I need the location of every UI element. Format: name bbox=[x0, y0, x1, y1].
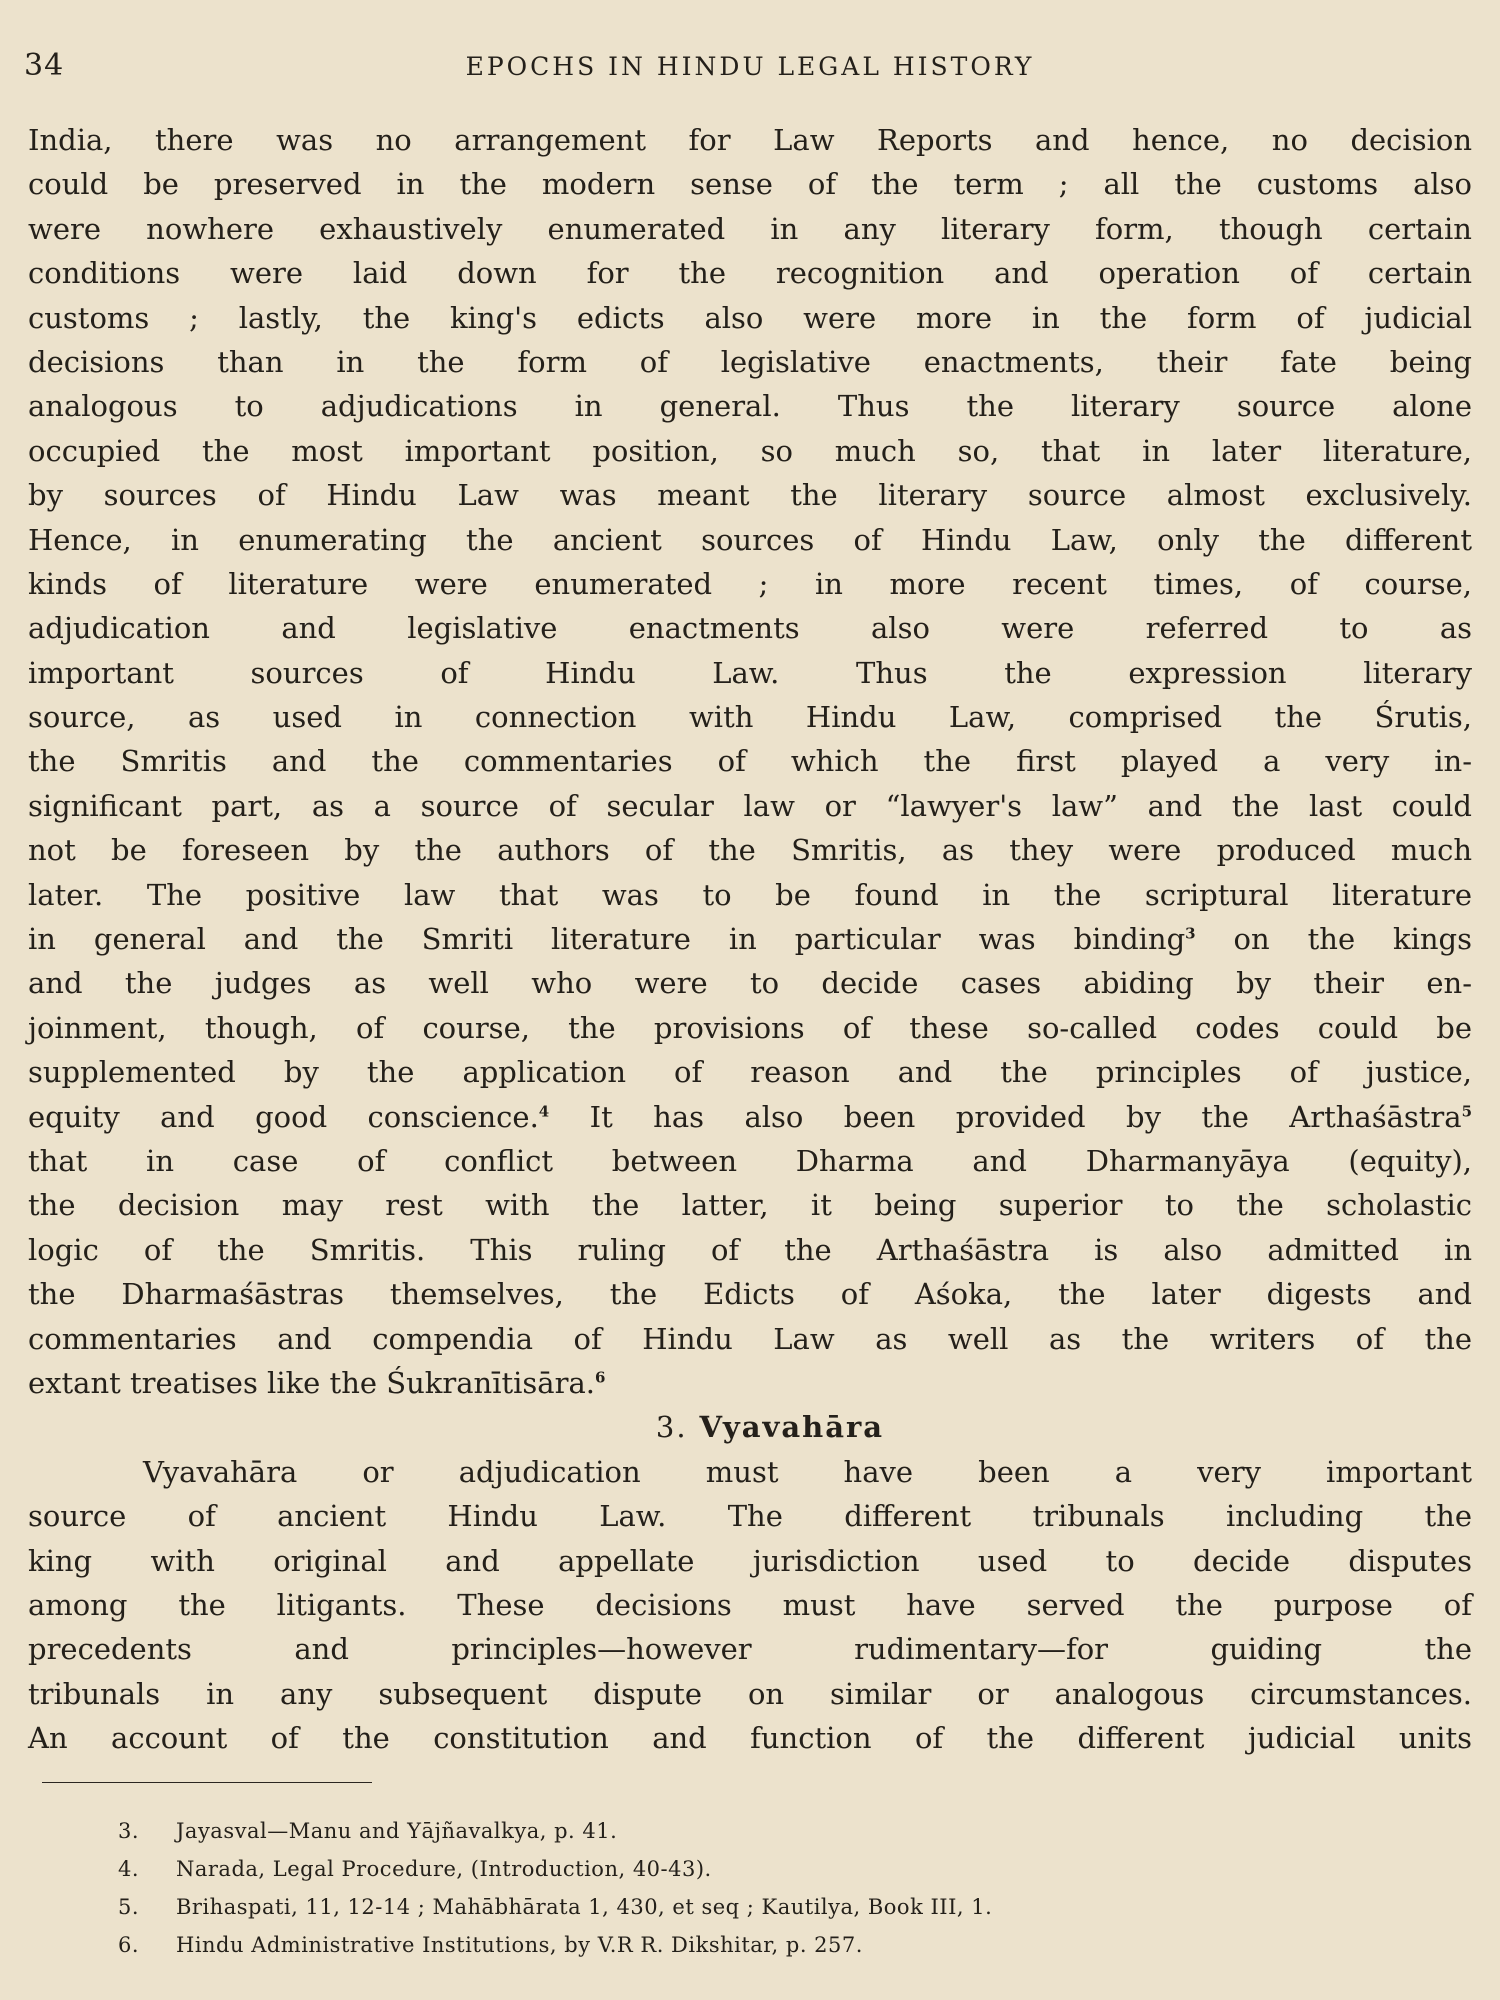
text-line: could be preserved in the modern sense of the term ; all the customs also bbox=[28, 167, 1472, 202]
text-line: king with original and appellate jurisdiction used to decide disputes bbox=[28, 1543, 1472, 1578]
footnote-text: Hindu Administrative Institutions, by V.R R. Dikshitar, p. 257. bbox=[176, 1933, 863, 1957]
text-line bbox=[28, 1095, 1472, 1139]
text-line: the decision may rest with the latter, it being superior to the scholastic bbox=[28, 1188, 1472, 1223]
text-segment: in general and the Smriti literature in particular was binding bbox=[28, 922, 1186, 957]
body-text bbox=[28, 118, 1472, 1760]
text-line: source, as used in connection with Hindu Law, comprised the Śrutis, bbox=[28, 700, 1472, 735]
text-segment: extant treatises like the Śukranītisāra. bbox=[28, 1365, 595, 1400]
text-line: customs ; lastly, the king's edicts also were more in the form of judicial bbox=[28, 300, 1472, 335]
text-line: decisions than in the form of legislative enactments, their fate being bbox=[28, 344, 1472, 379]
text-line: Vyavahāra or adjudication must have been a very important bbox=[143, 1454, 1472, 1489]
footnote-text: Jayasval—Manu and Yājñavalkya, p. 41. bbox=[176, 1819, 618, 1843]
footnotes bbox=[118, 1812, 1418, 1964]
text-line: analogous to adjudications in general. Thus the literary source alone bbox=[28, 389, 1472, 424]
text-line: source of ancient Hindu Law. The different tribunals including the bbox=[28, 1499, 1472, 1534]
text-segment: equity and good conscience. bbox=[28, 1099, 539, 1134]
text-line: precedents and principles—however rudimentary—for guiding the bbox=[28, 1632, 1472, 1667]
footnote-number: 6. bbox=[118, 1933, 140, 1957]
footnote-ref-6: 6 bbox=[594, 1368, 606, 1387]
text-line: that in case of conflict between Dharma and Dharmanyāya (equity), bbox=[28, 1143, 1472, 1178]
footnote bbox=[118, 1926, 1418, 1964]
footnote bbox=[118, 1888, 1418, 1926]
footnote-number: 3. bbox=[118, 1819, 140, 1843]
section-heading bbox=[28, 1405, 1472, 1449]
running-title: EPOCHS IN HINDU LEGAL HISTORY bbox=[465, 52, 1035, 81]
text-line: and the judges as well who were to decide cases abiding by their en- bbox=[28, 966, 1472, 1001]
text-line: joinment, though, of course, the provisions of these so-called codes could be bbox=[28, 1010, 1472, 1045]
section-title: Vyavahāra bbox=[699, 1410, 885, 1445]
text-line: were nowhere exhaustively enumerated in any literary form, though certain bbox=[28, 211, 1472, 246]
text-line: later. The positive law that was to be found in the scriptural literature bbox=[28, 877, 1472, 912]
text-line: the Dharmaśāstras themselves, the Edicts of Aśoka, the later digests and bbox=[28, 1277, 1472, 1312]
text-segment: on the kings bbox=[1233, 922, 1473, 957]
text-line: India, there was no arrangement for Law Reports and hence, no decision bbox=[28, 123, 1472, 157]
page-number: 34 bbox=[24, 48, 65, 83]
text-line: important sources of Hindu Law. Thus the expression literary bbox=[28, 655, 1472, 690]
text-line: occupied the most important position, so much so, that in later literature, bbox=[28, 433, 1472, 468]
page-header bbox=[24, 48, 1476, 88]
text-line bbox=[28, 1361, 1472, 1405]
text-line: by sources of Hindu Law was meant the literary source almost exclusively. bbox=[28, 478, 1472, 513]
footnote-ref-3: 3 bbox=[1185, 924, 1196, 943]
text-segment: It has also been provided by the Arthaśāstra bbox=[589, 1099, 1462, 1134]
footnote-number: 5. bbox=[118, 1895, 140, 1919]
text-line: among the litigants. These decisions must have served the purpose of bbox=[28, 1587, 1472, 1622]
text-line: supplemented by the application of reason and the principles of justice, bbox=[28, 1055, 1472, 1090]
text-line: kinds of literature were enumerated ; in more recent times, of course, bbox=[28, 566, 1472, 601]
footnote-ref-5: 5 bbox=[1461, 1101, 1473, 1120]
text-line: the Smritis and the commentaries of which the first played a very in- bbox=[28, 744, 1472, 779]
text-line: not be foreseen by the authors of the Smritis, as they were produced much bbox=[28, 833, 1472, 868]
text-line: adjudication and legislative enactments also were referred to as bbox=[28, 611, 1472, 646]
footnote-text: Narada, Legal Procedure, (Introduction, 40-43). bbox=[176, 1857, 712, 1881]
text-line: logic of the Smritis. This ruling of the Arthaśāstra is also admitted in bbox=[28, 1232, 1472, 1267]
footnote bbox=[118, 1850, 1418, 1888]
text-line: tribunals in any subsequent dispute on similar or analogous circumstances. bbox=[28, 1676, 1472, 1711]
text-line: conditions were laid down for the recognition and operation of certain bbox=[28, 256, 1472, 291]
footnote bbox=[118, 1812, 1418, 1850]
text-line: commentaries and compendia of Hindu Law as well as the writers of the bbox=[28, 1321, 1472, 1356]
footnote-ref-4: 4 bbox=[538, 1101, 550, 1120]
footnote-divider bbox=[42, 1782, 372, 1783]
section-number: 3. bbox=[655, 1410, 688, 1445]
footnote-text: Brihaspati, 11, 12-14 ; Mahābhārata 1, 430, et seq ; Kautilya, Book III, 1. bbox=[176, 1895, 993, 1919]
text-line: An account of the constitution and function of the different judicial units bbox=[28, 1721, 1472, 1756]
text-line bbox=[28, 917, 1472, 961]
text-line: Hence, in enumerating the ancient sources of Hindu Law, only the different bbox=[28, 522, 1472, 557]
text-line: significant part, as a source of secular law or “lawyer's law” and the last could bbox=[28, 788, 1472, 823]
footnote-number: 4. bbox=[118, 1857, 140, 1881]
